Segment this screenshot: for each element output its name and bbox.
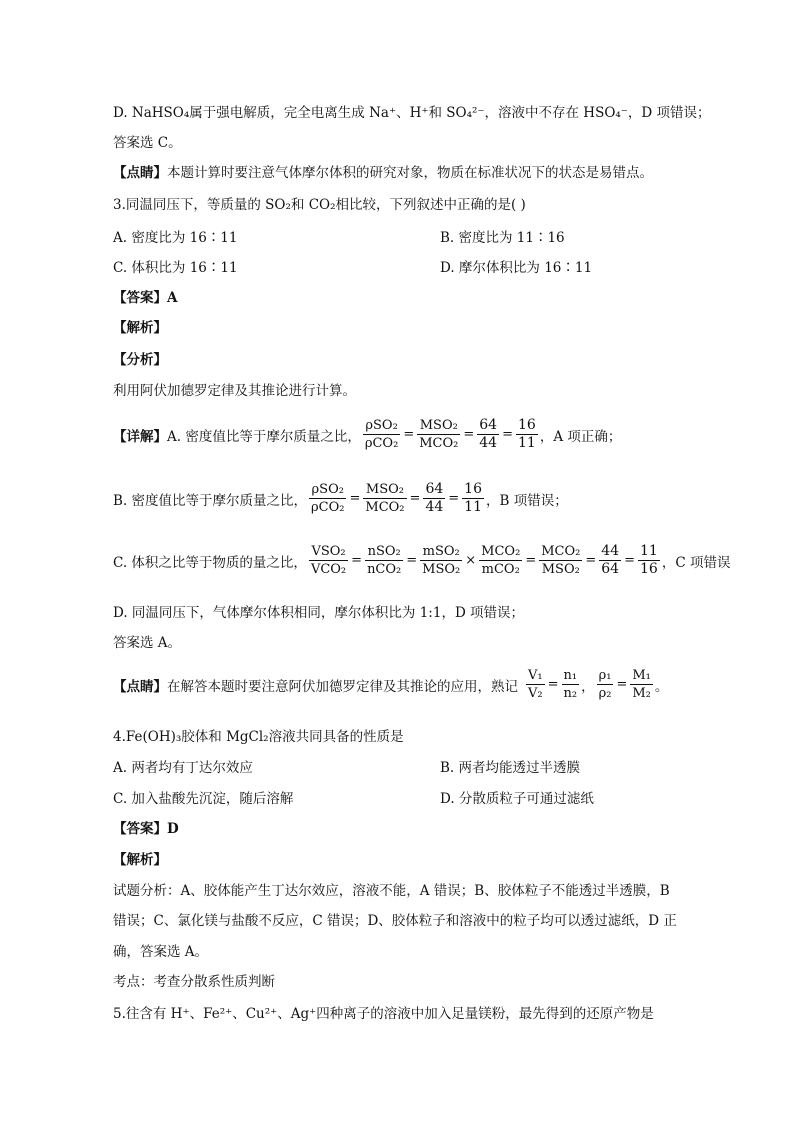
q3-option-b: B. 密度比为 11∶16 [440,230,565,246]
fraction-64-44: $\frac{64}{44}$ [425,481,444,515]
detail-d: D. 同温同压下，气体摩尔体积相同，摩尔体积比为 1:1，D 项错误； [113,605,525,621]
q4-option-c: C. 加入盐酸先沉淀，随后溶解 [113,791,294,807]
detail-a: 【详解】 A. 密度值比等于摩尔质量之比， $\frac{\text{ρSO₂}}{\text{ρCO₂}}$ = $\frac{\text{MSO₂}}{\text{MCO₂}}$ = $\frac{64}{44}$ = $\frac{16}{11}$ ，A 项正确； [113,417,622,451]
q3-answer: 【答案】A [113,290,178,306]
option-d-explanation: D. NaHSO₄属于强电解质，完全电离生成 Na⁺、H⁺和 SO₄²⁻，溶液中不存在 HSO₄⁻，D 项错误； [113,105,711,121]
tip2-text: 在解答本题时要注意阿伏加德罗定律及其推论的应用，熟记 [167,678,518,695]
q3-analysis-label: 【解析】 [113,320,167,336]
detail-c-end: ，C 项错误 [661,554,731,571]
detail-a-text: A. 密度值比等于摩尔质量之比， [167,428,361,445]
q4-option-b: B. 两者均能透过半透膜 [440,760,581,776]
tip2-label: 【点睛】 [113,678,167,695]
q4-options-row1 [113,758,581,778]
q4-answer: 【答案】D [113,821,179,837]
q3-options-row1 [113,228,565,248]
q4-option-d: D. 分散质粒子可通过滤纸 [440,791,594,807]
q3-fenxi-text: 利用阿伏加德罗定律及其推论进行计算。 [113,383,356,399]
tip-paragraph [113,163,653,183]
q3-fenxi-label: 【分析】 [113,352,167,368]
answer-a-line: 答案选 A。 [113,635,182,651]
answer-line: 答案选 C。 [113,135,182,151]
fraction-volume: $\frac{\text{VSO₂}}{\text{VCO₂}}$ [310,544,347,577]
tip2-paragraph: 【点睛】 在解答本题时要注意阿伏加德罗定律及其推论的应用，熟记 $\frac{\text{V₁}}{\text{V₂}}$ = $\frac{\text{n₁}}{\text{n₂}}$ ， $\frac{\text{ρ₁}}{\text{ρ₂}}$ = $\frac{\text{M₁}}{\text{M₂}}$ 。 [113,668,669,701]
fraction-64-44: $\frac{64}{44}$ [479,417,498,451]
question-4: 4.Fe(OH)₃胶体和 MgCl₂溶液共同具备的性质是 [113,729,404,745]
q3-option-a: A. 密度比为 16∶11 [113,230,238,246]
q4-analysis-label: 【解析】 [113,852,167,868]
detail-b: B. 密度值比等于摩尔质量之比， $\frac{\text{ρSO₂}}{\text{ρCO₂}}$ = $\frac{\text{MSO₂}}{\text{MCO₂}}$ = $\frac{64}{44}$ = $\frac{16}{11}$ ，B 项错误； [113,481,568,515]
detail-c: C. 体积之比等于物质的量之比， $\frac{\text{VSO₂}}{\text{VCO₂}}$ = $\frac{\text{nSO₂}}{\text{nCO₂}}$ = $\frac{\text{mSO₂}}{\text{MSO₂}}$ × $\frac{\text{MCO₂}}{\text{mCO₂}}$ = $\frac{\text{MCO₂}}{\text{MSO₂}}$ = $\frac{44}{64}$ = $\frac{11}{16}$ ，C 项错误 [113,543,731,577]
detail-label: 【详解】 [113,428,167,445]
question-5: 5.往含有 H⁺、Fe²⁺、Cu²⁺、Ag⁺四种离子的溶液中加入足量镁粉，最先得到的还原产物是 [113,1006,654,1022]
q4-explanation-3: 确，答案选 A。 [113,944,209,960]
q4-option-a: A. 两者均有丁达尔效应 [113,760,253,776]
detail-b-text: B. 密度值比等于摩尔质量之比， [113,492,308,509]
fraction-rho1-rho2: $\frac{\text{ρ₁}}{\text{ρ₂}}$ [598,668,612,701]
q4-options-row2 [113,789,594,809]
detail-a-end: ，A 项正确； [539,428,622,445]
q3-option-c: C. 体积比为 16∶11 [113,260,238,276]
fraction-molar-mass: $\frac{\text{MSO₂}}{\text{MCO₂}}$ [419,418,459,451]
q4-explanation-1: 试题分析：A、胶体能产生丁达尔效应，溶液不能，A 错误；B、胶体粒子不能透过半透膜，B [113,883,670,899]
fraction-molar-ratio: $\frac{\text{MCO₂}}{\text{MSO₂}}$ [541,544,581,577]
fraction-molar-over-mass: $\frac{\text{MCO₂}}{\text{mCO₂}}$ [481,544,521,577]
fraction-molar-mass: $\frac{\text{MSO₂}}{\text{MCO₂}}$ [365,482,405,515]
fraction-moles: $\frac{\text{nSO₂}}{\text{nCO₂}}$ [367,544,402,577]
tip-label: 【点睛】 [113,165,167,181]
detail-c-text: C. 体积之比等于物质的量之比， [113,554,307,571]
fraction-16-11: $\frac{16}{11}$ [518,417,536,451]
question-3: 3.同温同压下，等质量的 SO₂和 CO₂相比较，下列叙述中正确的是( ) [113,197,526,213]
fraction-m1-m2: $\frac{\text{M₁}}{\text{M₂}}$ [632,668,651,701]
q3-option-d: D. 摩尔体积比为 16∶11 [440,260,593,276]
fraction-11-16: $\frac{11}{16}$ [640,543,658,577]
detail-b-end: ，B 项错误； [486,492,568,509]
tip-text: 本题计算时要注意气体摩尔体积的研究对象，物质在标准状况下的状态是易错点。 [167,165,653,181]
fraction-rho: $\frac{\text{ρSO₂}}{\text{ρCO₂}}$ [364,418,399,451]
fraction-n1-n2: $\frac{\text{n₁}}{\text{n₂}}$ [563,668,578,701]
fraction-mass-over-molar: $\frac{\text{mSO₂}}{\text{MSO₂}}$ [422,544,461,577]
fraction-rho: $\frac{\text{ρSO₂}}{\text{ρCO₂}}$ [311,482,345,515]
fraction-44-64: $\frac{44}{64}$ [601,543,620,577]
q3-options-row2 [113,258,593,278]
q4-kaodian: 考点：考查分散系性质判断 [113,974,275,990]
fraction-v1-v2: $\frac{\text{V₁}}{\text{V₂}}$ [528,668,543,701]
q4-explanation-2: 错误；C、氯化镁与盐酸不反应，C 错误；D、胶体粒子和溶液中的粒子均可以透过滤纸，D 正 [113,913,677,929]
fraction-16-11: $\frac{16}{11}$ [464,481,482,515]
